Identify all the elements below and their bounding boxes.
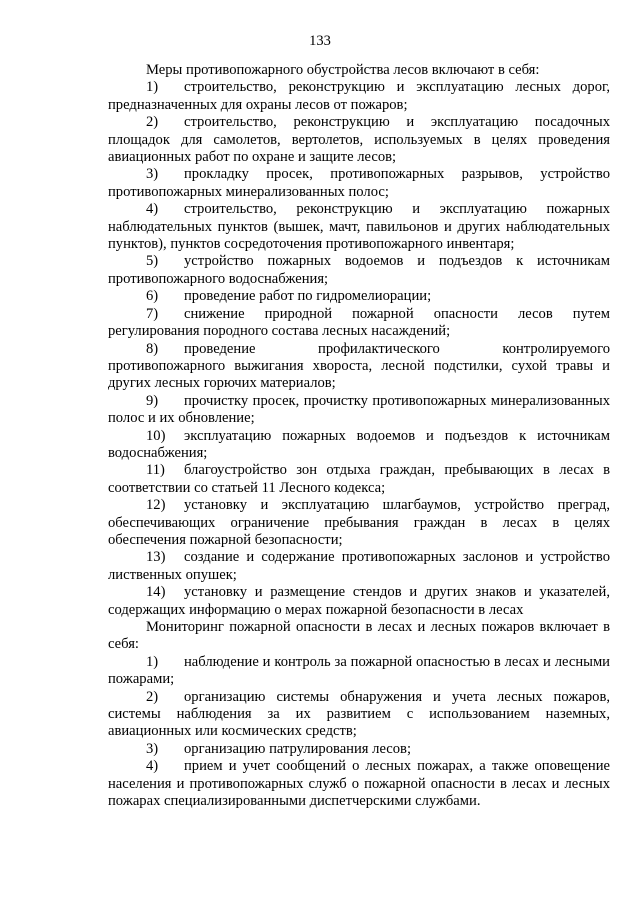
list-item-text: установку и эксплуатацию шлагбаумов, устройство преград, обеспечивающих ограничение пребывания граждан в лесах в целях обеспечения пожарной безопасности; <box>108 497 610 548</box>
list-item <box>108 114 610 166</box>
list-item <box>108 758 610 810</box>
list-item-text: проведение работ по гидромелиорации; <box>184 288 432 305</box>
list-item-text: строительство, реконструкцию и эксплуатацию лесных дорог, предназначенных для охраны лесов от пожаров; <box>108 79 610 113</box>
list-item <box>108 166 610 201</box>
list-item-text: наблюдение и контроль за пожарной опасностью в лесах и лесными пожарами; <box>108 653 610 688</box>
list-item-text: устройство пожарных водоемов и подъездов к источникам противопожарного водоснабжения; <box>108 253 610 287</box>
list-item <box>108 428 610 463</box>
list-item-text: снижение природной пожарной опасности лесов путем регулирования породного состава лесных насаждений; <box>108 305 610 340</box>
document-body <box>108 62 610 810</box>
list-item-text: прочистку просек, прочистку противопожарных минерализованных полос и их обновление; <box>108 392 610 427</box>
list-item-number: 14) <box>146 584 166 601</box>
list-item-number: 8) <box>146 340 159 357</box>
list-item-number: 12) <box>146 497 166 514</box>
list-item-text: строительство, реконструкцию и эксплуатацию посадочных площадок для самолетов, вертолетов, используемых в целях проведения авиационных работ по охране и защите лесов; <box>108 114 610 166</box>
list-item-number: 5) <box>146 253 159 270</box>
list-item-number: 11) <box>146 462 165 479</box>
list-item-text: организацию патрулирования лесов; <box>184 740 412 757</box>
list-item-number: 2) <box>146 688 159 705</box>
list-item <box>108 393 610 428</box>
list-item-number: 10) <box>146 427 166 444</box>
list-item <box>108 288 610 305</box>
list-item-text: организацию системы обнаружения и учета лесных пожаров, системы наблюдения за их развитием с использованием наземных, авиационных или космических средств; <box>108 688 610 740</box>
list-item <box>108 79 610 114</box>
list-item-number: 1) <box>146 653 159 670</box>
list-item-text: строительство, реконструкцию и эксплуатацию пожарных наблюдательных пунктов (вышек, мачт, павильонов и других наблюдательных пунктов), пунктов сосредоточения противопожарного инвентаря; <box>108 201 610 253</box>
section2-intro: Мониторинг пожарной опасности в лесах и лесных пожаров включает в себя: <box>108 619 610 653</box>
list-item <box>108 253 610 288</box>
section1-list <box>108 79 610 619</box>
list-item <box>108 654 610 689</box>
section2-list <box>108 654 610 811</box>
list-item-number: 4) <box>146 201 159 218</box>
list-item-text: создание и содержание противопожарных заслонов и устройство лиственных опушек; <box>108 549 610 583</box>
list-item-number: 7) <box>146 305 159 322</box>
list-item <box>108 462 610 497</box>
list-item-text: прием и учет сообщений о лесных пожарах, а также оповещение населения и противопожарных служб о пожарной опасности в лесах и лесных пожарах специализированными диспетчерскими службами. <box>108 758 610 810</box>
list-item-text: установку и размещение стендов и других знаков и указателей, содержащих информацию о мерах пожарной безопасности в лесах <box>108 584 610 618</box>
section1-intro: Меры противопожарного обустройства лесов включают в себя: <box>146 62 540 78</box>
list-item-text: прокладку просек, противопожарных разрывов, устройство противопожарных минерализованных полос; <box>108 166 610 200</box>
list-item <box>108 201 610 253</box>
list-item-text: проведение профилактического контролируемого противопожарного выжигания хвороста, лесной подстилки, сухой травы и других лесных горючих материалов; <box>108 340 610 392</box>
list-item-number: 2) <box>146 114 159 131</box>
list-item <box>108 341 610 393</box>
list-item <box>108 689 610 741</box>
list-item <box>108 741 610 758</box>
list-item-text: благоустройство зон отдыха граждан, пребывающих в лесах в соответствии со статьей 11 Лесного кодекса; <box>108 462 610 496</box>
list-item-number: 9) <box>146 392 159 409</box>
list-item <box>108 584 610 619</box>
list-item-number: 1) <box>146 79 159 96</box>
list-item <box>108 497 610 549</box>
list-item-number: 3) <box>146 740 159 757</box>
list-item <box>108 549 610 584</box>
list-item <box>108 306 610 341</box>
list-item-number: 3) <box>146 166 159 183</box>
list-item-number: 4) <box>146 758 159 775</box>
page-number: 133 <box>309 33 331 49</box>
list-item-number: 6) <box>146 288 159 305</box>
list-item-text: эксплуатацию пожарных водоемов и подъездов к источникам водоснабжения; <box>108 427 610 461</box>
list-item-number: 13) <box>146 549 166 566</box>
